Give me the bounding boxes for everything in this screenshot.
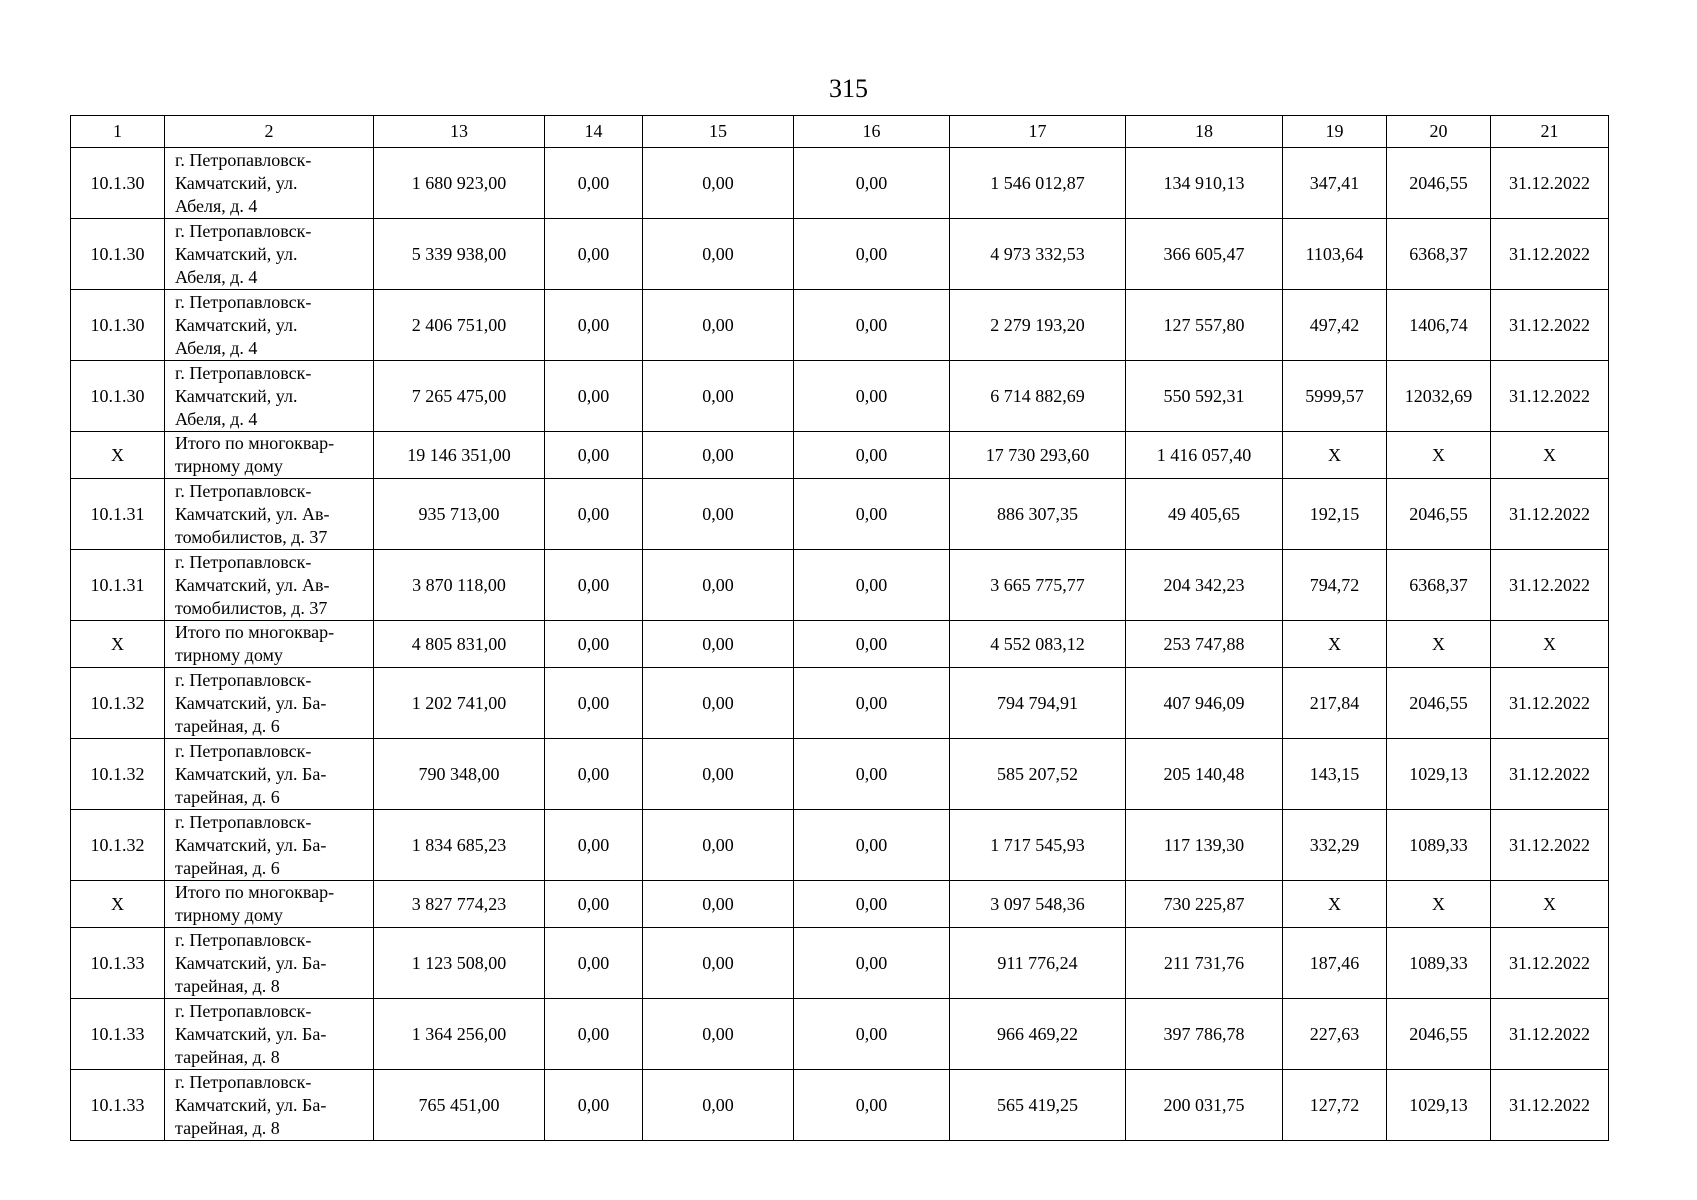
cell-col-14: 0,00: [545, 739, 643, 810]
address-line: г. Петропавловск-: [175, 480, 312, 501]
table-row: [71, 928, 1609, 999]
table-row: [71, 1070, 1609, 1141]
address-line: томобилистов, д. 37: [175, 597, 328, 618]
cell-col-15: 0,00: [643, 1070, 794, 1141]
cell-col-2: [165, 479, 374, 550]
cell-col-15: 0,00: [643, 881, 794, 928]
table-body: [71, 148, 1609, 1141]
cell-col-20: 1089,33: [1387, 810, 1491, 881]
address-line: тарейная, д. 8: [175, 1046, 280, 1067]
address-line: Камчатский, ул. Ба-: [175, 834, 327, 855]
cell-col-13: 7 265 475,00: [374, 361, 545, 432]
address-line: Камчатский, ул.: [175, 314, 298, 335]
address-line: г. Петропавловск-: [175, 220, 312, 241]
address-line: Камчатский, ул. Ба-: [175, 952, 327, 973]
table-row: [71, 290, 1609, 361]
cell-col-15: 0,00: [643, 668, 794, 739]
total-row: [71, 881, 1609, 928]
header-row: [71, 116, 1609, 148]
cell-col-20: X: [1387, 621, 1491, 668]
table-row: [71, 219, 1609, 290]
cell-col-16: 0,00: [794, 479, 950, 550]
cell-col-13: 5 339 938,00: [374, 219, 545, 290]
cell-col-14: 0,00: [545, 550, 643, 621]
column-header-19: 19: [1283, 116, 1387, 148]
address-line: тарейная, д. 6: [175, 857, 280, 878]
table-row: [71, 148, 1609, 219]
total-label-line: тирному дому: [175, 645, 283, 665]
cell-col-13: 935 713,00: [374, 479, 545, 550]
cell-col-15: 0,00: [643, 739, 794, 810]
cell-col-18: 204 342,23: [1126, 550, 1283, 621]
cell-col-14: 0,00: [545, 290, 643, 361]
cell-col-19: 227,63: [1283, 999, 1387, 1070]
address-line: тарейная, д. 6: [175, 786, 280, 807]
total-label-line: тирному дому: [175, 456, 283, 476]
cell-col-21: X: [1491, 621, 1609, 668]
cell-col-2: [165, 928, 374, 999]
cell-col-20: 12032,69: [1387, 361, 1491, 432]
table-header: [71, 116, 1609, 148]
cell-col-1: 10.1.33: [71, 1070, 165, 1141]
cell-col-1: 10.1.30: [71, 148, 165, 219]
cell-col-16: 0,00: [794, 550, 950, 621]
cell-col-1: 10.1.31: [71, 550, 165, 621]
address-line: Камчатский, ул.: [175, 243, 298, 264]
cell-col-16: 0,00: [794, 881, 950, 928]
address-line: Абеля, д. 4: [175, 408, 258, 429]
column-header-18: 18: [1126, 116, 1283, 148]
cell-col-2: [165, 621, 374, 668]
cell-col-18: 397 786,78: [1126, 999, 1283, 1070]
cell-col-16: 0,00: [794, 219, 950, 290]
cell-col-17: 1 546 012,87: [950, 148, 1126, 219]
address-line: Камчатский, ул. Ба-: [175, 692, 327, 713]
cell-col-13: 3 827 774,23: [374, 881, 545, 928]
page-number: 315: [829, 74, 868, 103]
cell-col-19: X: [1283, 621, 1387, 668]
cell-col-13: 1 680 923,00: [374, 148, 545, 219]
cell-col-16: 0,00: [794, 361, 950, 432]
cell-col-1: X: [71, 432, 165, 479]
cell-col-1: 10.1.33: [71, 928, 165, 999]
cell-col-15: 0,00: [643, 148, 794, 219]
cell-col-21: 31.12.2022: [1491, 219, 1609, 290]
cell-col-19: 497,42: [1283, 290, 1387, 361]
cell-col-20: 2046,55: [1387, 148, 1491, 219]
cell-col-15: 0,00: [643, 290, 794, 361]
cell-col-20: X: [1387, 432, 1491, 479]
cell-col-13: 4 805 831,00: [374, 621, 545, 668]
cell-col-20: 1089,33: [1387, 928, 1491, 999]
cell-col-20: 1406,74: [1387, 290, 1491, 361]
cell-col-18: 211 731,76: [1126, 928, 1283, 999]
cell-col-1: X: [71, 621, 165, 668]
address-line: Камчатский, ул. Ав-: [175, 503, 330, 524]
cell-col-15: 0,00: [643, 361, 794, 432]
cell-col-17: 911 776,24: [950, 928, 1126, 999]
cell-col-21: 31.12.2022: [1491, 361, 1609, 432]
cell-col-14: 0,00: [545, 1070, 643, 1141]
cell-col-13: 1 364 256,00: [374, 999, 545, 1070]
cell-col-20: 6368,37: [1387, 219, 1491, 290]
cell-col-18: 49 405,65: [1126, 479, 1283, 550]
cell-col-21: 31.12.2022: [1491, 479, 1609, 550]
cell-col-15: 0,00: [643, 810, 794, 881]
cell-col-14: 0,00: [545, 219, 643, 290]
cell-col-21: 31.12.2022: [1491, 739, 1609, 810]
cell-col-1: 10.1.32: [71, 668, 165, 739]
cell-col-21: X: [1491, 432, 1609, 479]
cell-col-15: 0,00: [643, 479, 794, 550]
cell-col-14: 0,00: [545, 928, 643, 999]
cell-col-19: 217,84: [1283, 668, 1387, 739]
table-row: [71, 479, 1609, 550]
table-row: [71, 361, 1609, 432]
cell-col-18: 200 031,75: [1126, 1070, 1283, 1141]
address-line: Абеля, д. 4: [175, 337, 258, 358]
column-header-14: 14: [545, 116, 643, 148]
column-header-16: 16: [794, 116, 950, 148]
cell-col-17: 4 552 083,12: [950, 621, 1126, 668]
cell-col-2: [165, 148, 374, 219]
address-line: томобилистов, д. 37: [175, 526, 328, 547]
cell-col-19: 192,15: [1283, 479, 1387, 550]
cell-col-20: 1029,13: [1387, 1070, 1491, 1141]
cell-col-16: 0,00: [794, 148, 950, 219]
cell-col-16: 0,00: [794, 1070, 950, 1141]
cell-col-17: 794 794,91: [950, 668, 1126, 739]
address-line: Абеля, д. 4: [175, 195, 258, 216]
cell-col-18: 730 225,87: [1126, 881, 1283, 928]
address-line: Камчатский, ул.: [175, 172, 298, 193]
cell-col-16: 0,00: [794, 810, 950, 881]
cell-col-13: 2 406 751,00: [374, 290, 545, 361]
cell-col-16: 0,00: [794, 432, 950, 479]
cell-col-2: [165, 550, 374, 621]
cell-col-18: 127 557,80: [1126, 290, 1283, 361]
cell-col-2: [165, 361, 374, 432]
cell-col-16: 0,00: [794, 621, 950, 668]
cell-col-21: 31.12.2022: [1491, 999, 1609, 1070]
address-line: тарейная, д. 6: [175, 715, 280, 736]
cell-col-1: 10.1.33: [71, 999, 165, 1070]
cell-col-15: 0,00: [643, 621, 794, 668]
cell-col-1: 10.1.32: [71, 739, 165, 810]
column-header-21: 21: [1491, 116, 1609, 148]
cell-col-21: 31.12.2022: [1491, 928, 1609, 999]
cell-col-20: 2046,55: [1387, 999, 1491, 1070]
cell-col-17: 3 665 775,77: [950, 550, 1126, 621]
address-line: г. Петропавловск-: [175, 1071, 312, 1092]
table-row: [71, 550, 1609, 621]
cell-col-18: 205 140,48: [1126, 739, 1283, 810]
cell-col-2: [165, 739, 374, 810]
cell-col-2: [165, 881, 374, 928]
total-row: [71, 432, 1609, 479]
table-row: [71, 810, 1609, 881]
column-header-2: 2: [165, 116, 374, 148]
cell-col-2: [165, 290, 374, 361]
address-line: г. Петропавловск-: [175, 740, 312, 761]
cell-col-21: 31.12.2022: [1491, 148, 1609, 219]
cell-col-21: 31.12.2022: [1491, 550, 1609, 621]
address-line: г. Петропавловск-: [175, 551, 312, 572]
cell-col-18: 407 946,09: [1126, 668, 1283, 739]
total-row: [71, 621, 1609, 668]
cell-col-17: 3 097 548,36: [950, 881, 1126, 928]
address-line: г. Петропавловск-: [175, 1000, 312, 1021]
cell-col-1: 10.1.32: [71, 810, 165, 881]
cell-col-13: 1 834 685,23: [374, 810, 545, 881]
total-label-line: Итого по многоквар-: [175, 622, 335, 642]
cell-col-13: 19 146 351,00: [374, 432, 545, 479]
cell-col-18: 253 747,88: [1126, 621, 1283, 668]
address-line: тарейная, д. 8: [175, 1117, 280, 1138]
cell-col-17: 6 714 882,69: [950, 361, 1126, 432]
cell-col-18: 550 592,31: [1126, 361, 1283, 432]
cell-col-2: [165, 999, 374, 1070]
address-line: г. Петропавловск-: [175, 362, 312, 383]
cell-col-14: 0,00: [545, 881, 643, 928]
cell-col-15: 0,00: [643, 999, 794, 1070]
cell-col-15: 0,00: [643, 550, 794, 621]
cell-col-20: X: [1387, 881, 1491, 928]
address-line: Камчатский, ул. Ба-: [175, 763, 327, 784]
cell-col-19: X: [1283, 432, 1387, 479]
cell-col-1: 10.1.30: [71, 219, 165, 290]
cell-col-2: [165, 219, 374, 290]
table-row: [71, 999, 1609, 1070]
cell-col-19: 187,46: [1283, 928, 1387, 999]
column-header-17: 17: [950, 116, 1126, 148]
address-line: г. Петропавловск-: [175, 811, 312, 832]
cell-col-13: 1 202 741,00: [374, 668, 545, 739]
total-label-line: тирному дому: [175, 905, 283, 925]
data-table: [70, 115, 1609, 1141]
cell-col-17: 565 419,25: [950, 1070, 1126, 1141]
cell-col-18: 1 416 057,40: [1126, 432, 1283, 479]
cell-col-20: 1029,13: [1387, 739, 1491, 810]
cell-col-19: X: [1283, 881, 1387, 928]
cell-col-18: 117 139,30: [1126, 810, 1283, 881]
cell-col-17: 585 207,52: [950, 739, 1126, 810]
cell-col-18: 134 910,13: [1126, 148, 1283, 219]
cell-col-15: 0,00: [643, 928, 794, 999]
cell-col-2: [165, 432, 374, 479]
cell-col-14: 0,00: [545, 148, 643, 219]
column-header-13: 13: [374, 116, 545, 148]
cell-col-14: 0,00: [545, 432, 643, 479]
cell-col-20: 2046,55: [1387, 668, 1491, 739]
cell-col-2: [165, 1070, 374, 1141]
cell-col-17: 1 717 545,93: [950, 810, 1126, 881]
cell-col-14: 0,00: [545, 668, 643, 739]
cell-col-16: 0,00: [794, 290, 950, 361]
column-header-20: 20: [1387, 116, 1491, 148]
address-line: Камчатский, ул.: [175, 385, 298, 406]
total-label-line: Итого по многоквар-: [175, 882, 335, 902]
cell-col-19: 332,29: [1283, 810, 1387, 881]
cell-col-1: 10.1.30: [71, 361, 165, 432]
cell-col-19: 127,72: [1283, 1070, 1387, 1141]
cell-col-17: 2 279 193,20: [950, 290, 1126, 361]
cell-col-14: 0,00: [545, 621, 643, 668]
address-line: г. Петропавловск-: [175, 929, 312, 950]
cell-col-17: 4 973 332,53: [950, 219, 1126, 290]
cell-col-18: 366 605,47: [1126, 219, 1283, 290]
cell-col-16: 0,00: [794, 928, 950, 999]
cell-col-14: 0,00: [545, 999, 643, 1070]
cell-col-1: 10.1.31: [71, 479, 165, 550]
address-line: Камчатский, ул. Ба-: [175, 1023, 327, 1044]
cell-col-13: 790 348,00: [374, 739, 545, 810]
address-line: Абеля, д. 4: [175, 266, 258, 287]
column-header-1: 1: [71, 116, 165, 148]
total-label-line: Итого по многоквар-: [175, 433, 335, 453]
address-line: г. Петропавловск-: [175, 149, 312, 170]
cell-col-15: 0,00: [643, 432, 794, 479]
cell-col-21: X: [1491, 881, 1609, 928]
address-line: Камчатский, ул. Ба-: [175, 1094, 327, 1115]
cell-col-14: 0,00: [545, 361, 643, 432]
cell-col-2: [165, 668, 374, 739]
table-row: [71, 668, 1609, 739]
table-row: [71, 739, 1609, 810]
cell-col-13: 1 123 508,00: [374, 928, 545, 999]
cell-col-2: [165, 810, 374, 881]
cell-col-21: 31.12.2022: [1491, 810, 1609, 881]
cell-col-19: 347,41: [1283, 148, 1387, 219]
cell-col-21: 31.12.2022: [1491, 1070, 1609, 1141]
cell-col-21: 31.12.2022: [1491, 290, 1609, 361]
cell-col-14: 0,00: [545, 810, 643, 881]
cell-col-19: 1103,64: [1283, 219, 1387, 290]
cell-col-19: 143,15: [1283, 739, 1387, 810]
cell-col-20: 6368,37: [1387, 550, 1491, 621]
cell-col-21: 31.12.2022: [1491, 668, 1609, 739]
address-line: г. Петропавловск-: [175, 291, 312, 312]
cell-col-15: 0,00: [643, 219, 794, 290]
cell-col-20: 2046,55: [1387, 479, 1491, 550]
cell-col-14: 0,00: [545, 479, 643, 550]
cell-col-19: 5999,57: [1283, 361, 1387, 432]
column-header-15: 15: [643, 116, 794, 148]
address-line: г. Петропавловск-: [175, 669, 312, 690]
cell-col-16: 0,00: [794, 668, 950, 739]
address-line: Камчатский, ул. Ав-: [175, 574, 330, 595]
address-line: тарейная, д. 8: [175, 975, 280, 996]
cell-col-17: 886 307,35: [950, 479, 1126, 550]
cell-col-1: X: [71, 881, 165, 928]
cell-col-13: 3 870 118,00: [374, 550, 545, 621]
cell-col-13: 765 451,00: [374, 1070, 545, 1141]
cell-col-16: 0,00: [794, 739, 950, 810]
cell-col-19: 794,72: [1283, 550, 1387, 621]
cell-col-16: 0,00: [794, 999, 950, 1070]
cell-col-17: 966 469,22: [950, 999, 1126, 1070]
cell-col-1: 10.1.30: [71, 290, 165, 361]
cell-col-17: 17 730 293,60: [950, 432, 1126, 479]
